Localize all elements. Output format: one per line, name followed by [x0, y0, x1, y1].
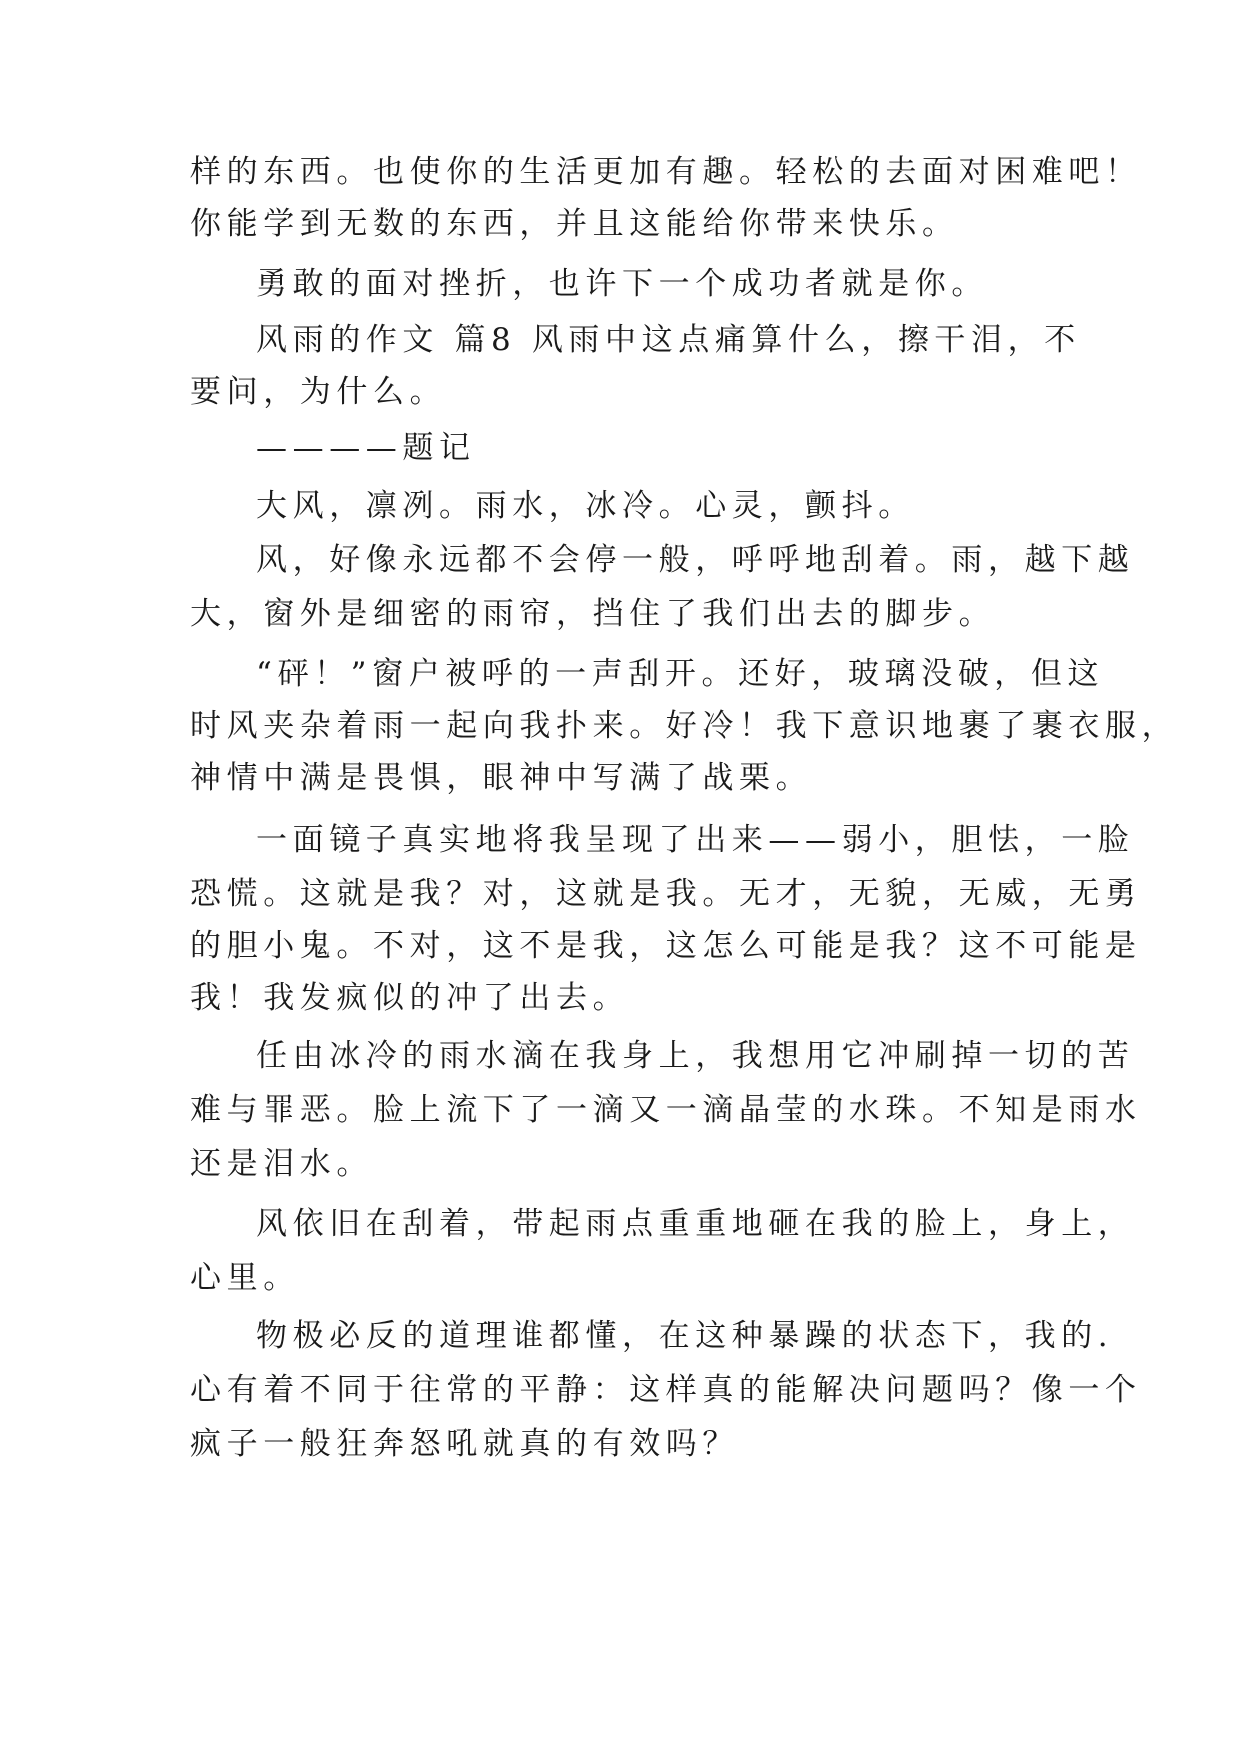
- paragraph-line: 风依旧在刮着，带起雨点重重地砸在我的脸上，身上，: [256, 1206, 1135, 1242]
- text-line: 你能学到无数的东西，并且这能给你带来快乐。: [190, 206, 959, 242]
- text-line: 时风夹杂着雨一起向我扑来。好冷！我下意识地裹了裹衣服，: [190, 708, 1179, 744]
- paragraph-line: 一面镜子真实地将我呈现了出来——弱小，胆怯，一脸: [256, 822, 1135, 858]
- epigraph-line: ————题记: [256, 430, 476, 466]
- text-line: 心有着不同于往常的平静：这样真的能解决问题吗？像一个: [190, 1372, 1142, 1408]
- paragraph-line: 勇敢的面对挫折，也许下一个成功者就是你。: [256, 266, 988, 302]
- text-line: 难与罪恶。脸上流下了一滴又一滴晶莹的水珠。不知是雨水: [190, 1092, 1142, 1128]
- paragraph-line: 大风，凛冽。雨水，冰冷。心灵，颤抖。: [256, 488, 915, 524]
- text-line: 疯子一般狂奔怒吼就真的有效吗？: [190, 1426, 739, 1462]
- text-line: 样的东西。也使你的生活更加有趣。轻松的去面对困难吧！: [190, 154, 1142, 190]
- text-line: 我！我发疯似的冲了出去。: [190, 980, 630, 1016]
- text-line: 要问，为什么。: [190, 374, 447, 410]
- text-line: 的胆小鬼。不对，这不是我，这怎么可能是我？这不可能是: [190, 928, 1142, 964]
- text-line: 还是泪水。: [190, 1146, 373, 1182]
- paragraph-line: 任由冰冷的雨水滴在我身上，我想用它冲刷掉一切的苦: [256, 1038, 1135, 1074]
- text-line: 心里。: [190, 1260, 300, 1296]
- text-line: 恐慌。这就是我？对，这就是我。无才，无貌，无威，无勇: [190, 876, 1142, 912]
- paragraph-line: “砰！”窗户被呼的一声刮开。还好，玻璃没破，但这: [256, 656, 1105, 692]
- paragraph-line: 风，好像永远都不会停一般，呼呼地刮着。雨，越下越: [256, 542, 1135, 578]
- paragraph-line: 物极必反的道理谁都懂，在这种暴躁的状态下，我的.: [256, 1318, 1114, 1354]
- text-line: 神情中满是畏惧，眼神中写满了战栗。: [190, 760, 813, 796]
- section-heading-line: 风雨的作文 篇8 风雨中这点痛算什么，擦干泪，不: [256, 322, 1081, 358]
- text-line: 大，窗外是细密的雨帘，挡住了我们出去的脚步。: [190, 596, 996, 632]
